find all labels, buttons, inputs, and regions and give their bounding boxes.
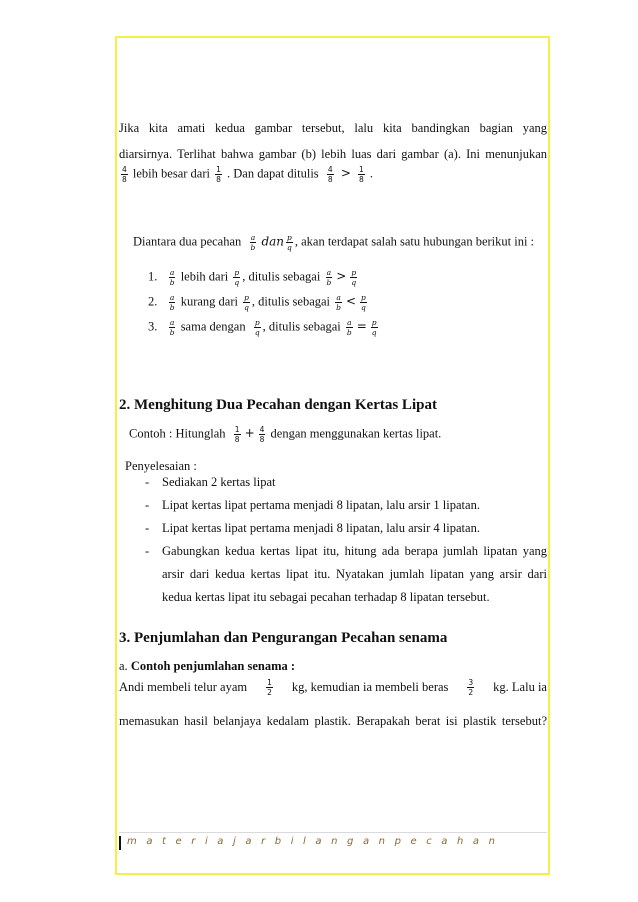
fraction-p-q: $\frac{p}{q}$ xyxy=(371,318,377,337)
fraction-p-q: $\frac{p}{q}$ xyxy=(244,293,249,312)
text-segment: dengan menggunakan kertas lipat. xyxy=(270,426,442,441)
footer-divider xyxy=(119,832,547,833)
fraction-a-b: $\frac{a}{b}$ xyxy=(169,293,175,312)
fraction-p-q: $\frac{p}{q}$ xyxy=(351,268,357,287)
text-segment: Contoh : Hitunglah xyxy=(129,426,226,441)
bullet-dash: - xyxy=(145,544,150,558)
fraction-a-b: $\frac{a}{b}$ xyxy=(346,318,352,337)
footer-marker xyxy=(119,836,121,850)
step-text: arsir dari kedua kertas lipat itu. Nyatakan jumlah lipatan yang arsir dari xyxy=(162,567,547,581)
subheading-title: Contoh penjumlahan senama : xyxy=(130,659,296,673)
text-segment: lebih besar dari xyxy=(132,166,210,181)
fraction-1-2: $\frac{1}{2}$ xyxy=(267,678,272,697)
list-item xyxy=(148,318,380,337)
footer-text: m a t e r i a j a r b i l a n g a n p e c a h a n xyxy=(127,836,499,847)
list-number: 2. xyxy=(148,294,158,309)
paragraph-line: diarsirnya. Terlihat bahwa gambar (b) lebih luas dari gambar (a). Ini menunjukan xyxy=(119,147,547,161)
greater-than-sign: > xyxy=(340,166,351,181)
text-segment: lebih dari xyxy=(180,269,229,284)
section-heading: 3. Penjumlahan dan Pengurangan Pecahan senama xyxy=(119,630,448,646)
text-segment: , akan terdapat salah satu hubungan berikut ini : xyxy=(294,234,535,249)
text-segment: kg, kemudian ia membeli beras xyxy=(291,680,449,694)
fraction-a-b: $\frac{a}{b}$ xyxy=(169,318,175,337)
text-segment: , ditulis sebagai xyxy=(242,269,321,284)
solution-label: Penyelesaian : xyxy=(125,459,197,473)
fraction-1-8: $\frac{1}{8}$ xyxy=(216,165,221,184)
text-segment: kurang dari xyxy=(180,294,238,309)
fraction-4-8: $\frac{4}{8}$ xyxy=(122,165,127,184)
fraction-1-8: $\frac{1}{8}$ xyxy=(359,165,364,184)
text-segment: a. xyxy=(119,659,128,673)
text-segment: . Dan dapat ditulis xyxy=(227,166,319,181)
fraction-4-8: $\frac{4}{8}$ xyxy=(259,425,265,444)
fraction-p-q: $\frac{p}{q}$ xyxy=(361,293,366,312)
step-text: Lipat kertas lipat pertama menjadi 8 lipatan, lalu arsir 1 lipatan. xyxy=(162,498,480,512)
fraction-a-b: $\frac{a}{b}$ xyxy=(336,293,341,312)
comparison-intro xyxy=(133,233,534,252)
fraction-a-b: $\frac{a}{b}$ xyxy=(326,268,332,287)
text-segment: sama dengan xyxy=(180,319,246,334)
step-text: Lipat kertas lipat pertama menjadi 8 lipatan, lalu arsir 4 lipatan. xyxy=(162,521,480,535)
fraction-a-b: $\frac{a}{b}$ xyxy=(169,268,175,287)
fraction-a-b: $\frac{a}{b}$ xyxy=(250,233,256,252)
paragraph-line: Jika kita amati kedua gambar tersebut, lalu kita bandingkan bagian yang xyxy=(119,121,547,135)
text-segment: Andi membeli telur ayam xyxy=(119,680,248,694)
step-text: Sediakan 2 kertas lipat xyxy=(162,475,276,489)
text-segment: Diantara dua pecahan xyxy=(133,234,242,249)
text-segment: kg. Lalu ia xyxy=(493,680,547,694)
bullet-dash: - xyxy=(145,475,150,489)
list-number: 3. xyxy=(148,319,158,334)
fraction-4-8: $\frac{4}{8}$ xyxy=(327,165,333,184)
fraction-1-8: $\frac{1}{8}$ xyxy=(234,425,240,444)
list-item xyxy=(148,293,369,312)
fraction-p-q: $\frac{p}{q}$ xyxy=(287,233,292,252)
plus-sign: + xyxy=(244,426,255,441)
math-dan: dan xyxy=(261,234,285,249)
bullet-dash: - xyxy=(145,498,150,512)
bullet-dash: - xyxy=(145,521,150,535)
problem-line: memasukan hasil belanjaya kedalam plastik. Berapakah berat isi plastik tersebut? xyxy=(119,714,547,728)
text-segment: , ditulis sebagai xyxy=(262,319,341,334)
step-text: Gabungkan kedua kertas lipat itu, hitung ada berapa jumlah lipatan yang xyxy=(162,544,547,558)
equals-sign: = xyxy=(356,319,367,334)
less-than-sign: < xyxy=(345,294,357,309)
list-item xyxy=(148,268,359,287)
paragraph-line-fraction xyxy=(119,165,373,184)
subheading xyxy=(119,659,295,674)
section-heading: 2. Menghitung Dua Pecahan dengan Kertas Lipat xyxy=(119,397,437,413)
fraction-p-q: $\frac{p}{q}$ xyxy=(234,268,240,287)
example-line xyxy=(129,425,441,444)
fraction-3-2: $\frac{3}{2}$ xyxy=(468,678,474,697)
fraction-p-q: $\frac{p}{q}$ xyxy=(254,318,260,337)
problem-line xyxy=(119,678,547,697)
step-text: kedua kertas lipat itu sebagai pecahan terhadap 8 lipatan tersebut. xyxy=(162,590,490,604)
list-number: 1. xyxy=(148,269,158,284)
text-segment: , ditulis sebagai xyxy=(251,294,331,309)
text-segment: . xyxy=(369,166,374,181)
greater-than-sign: > xyxy=(336,269,347,284)
